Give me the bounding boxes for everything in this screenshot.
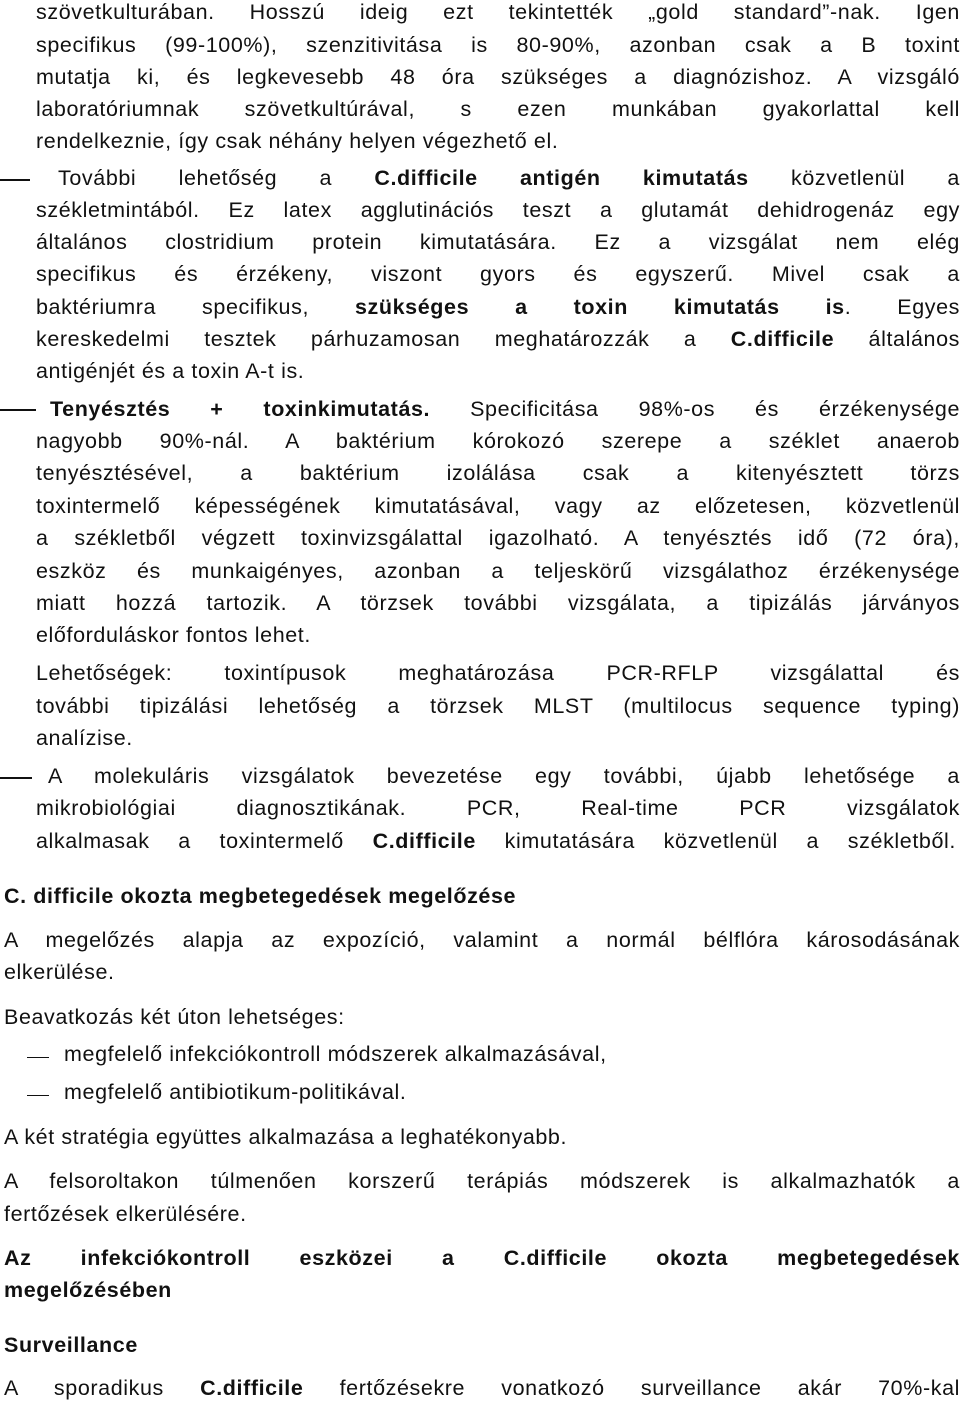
text-line: toxintermelő képességének kimutatásával, vagy az előzetesen, közvetlenül [36, 494, 960, 518]
text-line: A molekuláris vizsgálatok bevezetése egy további, újabb lehetősége a [48, 764, 960, 788]
text-line: tenyésztésével, a baktérium izolálása csak a kitenyésztett törzs [36, 461, 960, 485]
section-heading: megelőzésében [4, 1278, 172, 1302]
text-line: specifikus és érzékeny, viszont gyors és egyszerű. Mivel csak a [36, 262, 960, 286]
text-line: specifikus (99-100%), szenzitivitása is 80-90%, azonban csak a B toxint [36, 33, 960, 57]
text-line: További lehetőség a C.difficile antigén kimutatás közvetlenül a [58, 166, 960, 190]
text-line: miatt hozzá tartozik. A törzsek további vizsgálata, a tipizálás járványos [36, 591, 960, 615]
text-line: Lehetőségek: toxintípusok meghatározása PCR-RFLP vizsgálattal és [36, 661, 960, 685]
text-line: rendelkeznie, így csak néhány helyen végezhető el. [36, 129, 559, 153]
text-line: nagyobb 90%-nál. A baktérium kórokozó szerepe a széklet anaerob [36, 429, 960, 453]
text-line: Tenyésztés + toxinkimutatás. Specificitása 98%-os és érzékenysége [50, 397, 960, 421]
bullet-dash [27, 1057, 49, 1058]
list-item: megfelelő infekciókontroll módszerek alkalmazásával, [64, 1042, 607, 1066]
text-line: baktériumra specifikus, szükséges a toxin kimutatás is. Egyes [36, 295, 960, 319]
text-line: A sporadikus C.difficile fertőzésekre vonatkozó surveillance akár 70%-kal [4, 1376, 960, 1400]
text-line: további tipizálási lehetőség a törzsek MLST (multilocus sequence typing) [36, 694, 960, 718]
text-line: általános clostridium protein kimutatására. Ez a vizsgálat nem elég [36, 230, 960, 254]
list-dash [0, 179, 30, 181]
bullet-dash [27, 1095, 49, 1096]
text-line: mikrobiológiai diagnosztikának. PCR, Real-time PCR vizsgálatok [36, 796, 960, 820]
subsection-heading: Surveillance [4, 1333, 138, 1357]
text-line: A megelőzés alapja az expozíció, valamint a normál bélflóra károsodásának [4, 928, 960, 952]
text-line: A felsoroltakon túlmenően korszerű terápiás módszerek is alkalmazhatók a [4, 1169, 960, 1193]
list-item: megfelelő antibiotikum-politikával. [64, 1080, 407, 1104]
text-line: előforduláskor fontos lehet. [36, 623, 311, 647]
text-line: szövetkulturában. Hosszú ideig ezt tekintették „gold standard”-nak. Igen [36, 0, 960, 24]
text-line: A két stratégia együttes alkalmazása a leghatékonyabb. [4, 1125, 568, 1149]
text-line: kereskedelmi tesztek párhuzamosan meghatározzák a C.difficile általános [36, 327, 960, 351]
text-line: mutatja ki, és legkevesebb 48 óra szükséges a diagnózishoz. A vizsgáló [36, 65, 960, 89]
text-line: laboratóriumnak szövetkultúrával, s ezen munkában gyakorlattal kell [36, 97, 960, 121]
text-line: székletmintából. Ez latex agglutinációs teszt a glutamát dehidrogenáz egy [36, 198, 960, 222]
list-dash [0, 409, 36, 411]
text-line: analízise. [36, 726, 133, 750]
section-heading: Az infekciókontroll eszközei a C.difficile okozta megbetegedések [4, 1246, 960, 1270]
text-line: alkalmasak a toxintermelő C.difficile kimutatására közvetlenül a székletből. [36, 829, 956, 853]
list-dash [0, 777, 32, 779]
text-line: fertőzések elkerülésére. [4, 1202, 247, 1226]
text-line: eszköz és munkaigényes, azonban a teljeskörű vizsgálathoz érzékenysége [36, 559, 960, 583]
text-line: antigénjét és a toxin A-t is. [36, 359, 305, 383]
text-line: a székletből végzett toxinvizsgálattal igazolható. A tenyésztés idő (72 óra), [36, 526, 960, 550]
section-heading: C. difficile okozta megbetegedések megelőzése [4, 884, 517, 908]
text-line: elkerülése. [4, 960, 115, 984]
text-line: Beavatkozás két úton lehetséges: [4, 1005, 345, 1029]
